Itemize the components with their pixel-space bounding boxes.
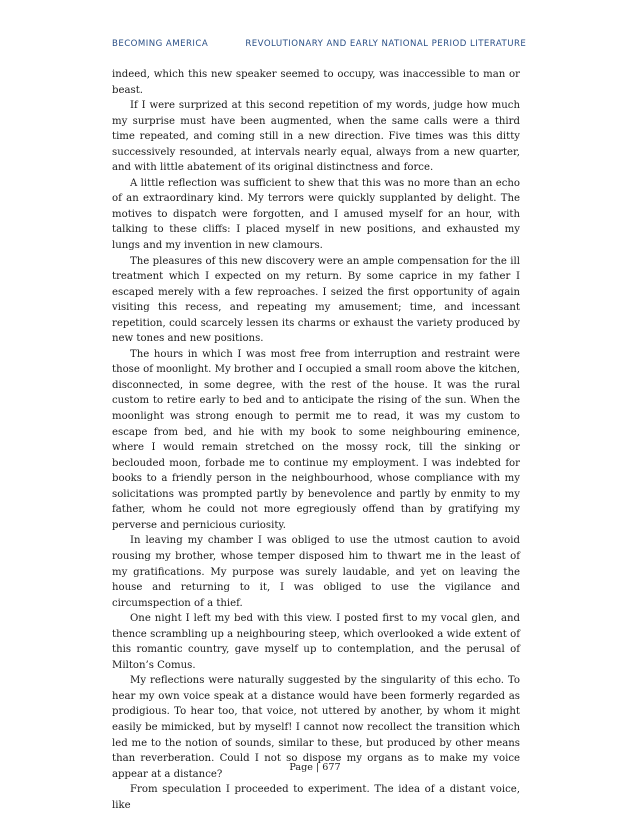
header-series-title: BECOMING AMERICA	[112, 39, 209, 49]
paragraph: One night I left my bed with this view. I posted first to my vocal glen, and thence scrambling up a neighbouring steep, which overlooked a wide extent of this romantic country, gave myself up to contemplation, and the perusal of Milton’s Comus.	[112, 613, 520, 671]
page-number: Page | 677	[289, 762, 341, 773]
header-section-title: REVOLUTIONARY AND EARLY NATIONAL PERIOD LITERATURE	[245, 39, 527, 49]
paragraph: My reflections were naturally suggested by the singularity of this echo. To hear my own voice speak at a distance would have been formerly regarded as prodigious. To hear too, that voice, not uttered by another, by whom it might easily be mimicked, but by myself! I cannot now recollect the transition which led me to the notion of sounds, similar to these, but produced by other means than reverberation. Could I not so dispose my organs as to make my voice appear at a distance?	[112, 675, 520, 780]
paragraph: The pleasures of this new discovery were an ample compensation for the ill treatment which I expected on my return. By some caprice in my father I escaped merely with a few reproaches. I seized the first opportunity of again visiting this recess, and repeating my amusement; time, and incessant repetition, could scarcely lessen its charms or exhaust the variety produced by new tones and new positions.	[112, 255, 520, 345]
running-header	[112, 39, 527, 49]
paragraph: In leaving my chamber I was obliged to use the utmost caution to avoid rousing my brother, whose temper disposed him to thwart me in the least of my gratifications. My purpose was surely laudable, and yet on leaving the house and returning to it, I was obliged to use the vigilance and circumspection of a thief.	[112, 535, 520, 609]
paragraph: If I were surprized at this second repetition of my words, judge how much my surprise must have been augmented, when the same calls were a third time repeated, and coming still in a new direction. Five times was this ditty successively resounded, at intervals nearly equal, always from a new quarter, and with little abatement of its original distinctness and force.	[112, 100, 520, 174]
paragraph: indeed, which this new speaker seemed to occupy, was inaccessible to man or beast.	[112, 69, 520, 96]
paragraph: From speculation I proceeded to experiment. The idea of a distant voice, like	[112, 784, 520, 811]
paragraph: A little reflection was sufficient to shew that this was no more than an echo of an extraordinary kind. My terrors were quickly supplanted by delight. The motives to dispatch were forgotten, and I amused myself for an hour, with talking to these cliffs: I placed myself in new positions, and exhausted my lungs and my invention in new clamours.	[112, 177, 520, 252]
paragraph: The hours in which I was most free from interruption and restraint were those of moonlight. My brother and I occupied a small room above the kitchen, disconnected, in some degree, with the rest of the house. It was the rural custom to retire early to bed and to anticipate the rising of the sun. When the moonlight was strong enough to permit me to read, it was my custom to escape from bed, and hie with my book to some neighbouring eminence, where I would remain stretched on the mossy rock, till the sinking or beclouded moon, forbade me to continue my employment. I was indebted for books to a friendly person in the neighbourhood, whose compliance with my solicitations was prompted partly by benevolence and partly by enmity to my father, whom he could not more egregiously offend than by gratifying my perverse and pernicious curiosity.	[112, 348, 520, 531]
body-text	[112, 67, 520, 813]
